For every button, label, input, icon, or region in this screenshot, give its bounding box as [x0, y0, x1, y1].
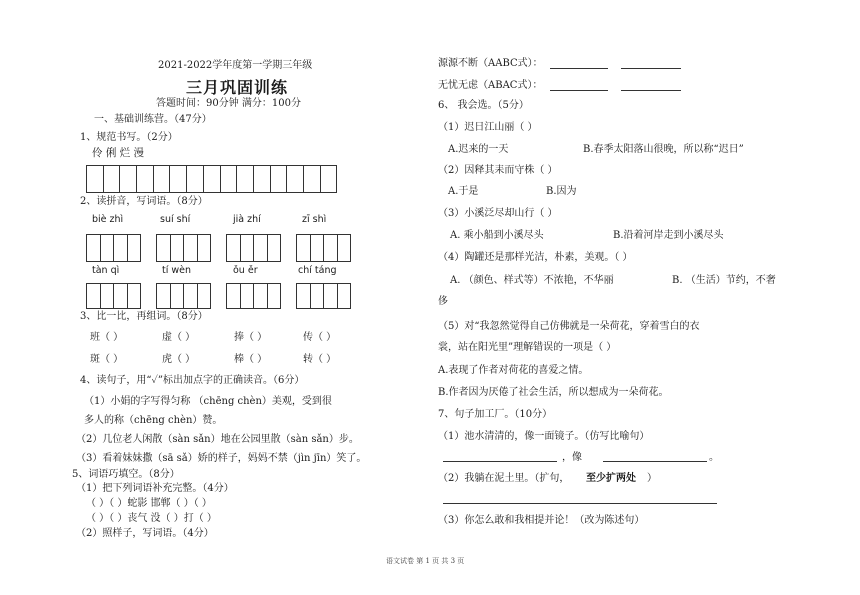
- question-6-5-cont: 裳，站在阳光里”理解错误的一项是（ ）: [438, 342, 617, 353]
- question-4: 4、读句子，用“✓”标出加点字的正确读音。（6分）: [80, 375, 305, 386]
- compare-word: 斑（ ）: [90, 354, 124, 365]
- answer-grid[interactable]: [156, 283, 211, 309]
- option-a: A.迟来的一天: [448, 144, 509, 155]
- writing-grid-q1[interactable]: [86, 165, 337, 193]
- compare-word: 捧（ ）: [234, 332, 268, 343]
- option-a: A.表现了作者对荷花的喜爱之情。: [438, 365, 589, 376]
- option-b: B.作者因为厌倦了社会生活，所以想成为一朵荷花。: [438, 387, 669, 398]
- answer-line[interactable]: [603, 461, 707, 462]
- question-6-3: （3）小溪泛尽却山行（ ）: [438, 208, 558, 219]
- answer-line[interactable]: [550, 90, 608, 91]
- question-3: 3、比一比，再组词。（8分）: [80, 311, 208, 322]
- page-title: 三月巩固训练: [186, 78, 289, 97]
- compare-word: 传（ ）: [303, 332, 337, 343]
- question-4-1: （1）小娟的字写得匀称 （chēng chèn）美观，受到很: [84, 396, 332, 407]
- pinyin-8: chí táng: [298, 265, 337, 276]
- pinyin-7: ǒu ěr: [233, 265, 258, 276]
- abac-label: 无忧无虑（ABAC式）：: [438, 80, 543, 91]
- answer-grid[interactable]: [296, 234, 351, 262]
- answer-grid[interactable]: [226, 234, 281, 262]
- answer-grid[interactable]: [86, 283, 141, 309]
- answer-line[interactable]: [443, 503, 717, 504]
- idiom-fill-row[interactable]: （ ）（ ）蛇影 邯郸（ ）（ ）: [86, 498, 212, 509]
- question-7: 7、句子加工厂。（10分）: [438, 409, 553, 420]
- option-a: A.于是: [448, 186, 479, 197]
- option-b: B.沿着河岸走到小溪尽头: [613, 230, 724, 241]
- pinyin-5: tàn qì: [92, 265, 120, 276]
- option-b: B.春季太阳落山很晚，所以称“迟日”: [583, 144, 744, 155]
- answer-line[interactable]: [621, 90, 681, 91]
- close-paren: ）: [647, 473, 657, 484]
- answer-line[interactable]: [550, 68, 608, 69]
- option-b: B.因为: [546, 186, 577, 197]
- copy-characters: 伶 俐 烂 漫: [92, 147, 145, 159]
- question-1: 1、规范书写。（2分）: [80, 132, 178, 143]
- answer-grid[interactable]: [156, 234, 211, 262]
- period-mark: 。: [709, 452, 719, 463]
- simile-connector: ，像: [562, 452, 582, 463]
- pinyin-2: suí shí: [160, 214, 191, 225]
- aabc-label: 源源不断（AABC式）：: [438, 58, 543, 69]
- compare-word: 转（ ）: [303, 354, 337, 365]
- page-footer: 语文试卷 第 1 页 共 3 页: [386, 557, 465, 565]
- year-title: 2021-2022学年度第一学期三年级: [158, 60, 313, 71]
- question-5: 5、词语巧填空。（8分）: [72, 469, 180, 480]
- pinyin-1: biè zhì: [92, 214, 124, 225]
- answer-grid[interactable]: [296, 283, 351, 309]
- pinyin-3: jià zhí: [233, 214, 261, 225]
- question-2: 2、读拼音，写词语。（8分）: [80, 196, 208, 207]
- idiom-fill-row[interactable]: （ ）（ ）丧气 没（ ）打（ ）: [86, 513, 217, 524]
- answer-line[interactable]: [621, 68, 681, 69]
- option-a: A. 乘小船到小溪尽头: [450, 230, 544, 241]
- question-6-1: （1）迟日江山丽（ ）: [438, 122, 538, 133]
- question-6-4: （4）陶罐还是那样光洁，朴素，美观。（ ）: [438, 252, 633, 263]
- question-7-2: （2）我躺在泥土里。（扩句，: [438, 473, 570, 484]
- question-7-3: （3）你怎么敢和我相提并论！（改为陈述句）: [438, 515, 645, 526]
- question-5-1: （1）把下列词语补充完整。（4分）: [76, 483, 234, 494]
- answer-line[interactable]: [443, 461, 557, 462]
- compare-word: 虎（ ）: [162, 354, 196, 365]
- question-6-2: （2）因释其耒而守株（ ）: [438, 165, 558, 176]
- compare-word: 棒（ ）: [234, 354, 268, 365]
- compare-word: 虚（ ）: [162, 332, 196, 343]
- answer-grid[interactable]: [86, 234, 141, 262]
- option-b-cont: 侈: [438, 296, 448, 307]
- answer-grid[interactable]: [226, 283, 281, 309]
- pinyin-6: tí wèn: [162, 265, 192, 276]
- emphasis-text: 至少扩两处: [586, 473, 636, 484]
- pinyin-4: zī shì: [302, 214, 327, 225]
- section-1-heading: 一、基础训练营。（47分）: [94, 114, 212, 125]
- question-6-5: （5）对“我忽然觉得自己仿佛就是一朵荷花，穿着雪白的衣: [438, 321, 700, 332]
- question-7-1: （1）池水清清的，像一面镜子。（仿写比喻句）: [438, 431, 650, 442]
- option-a: A. （颜色、样式等）不浓艳，不华丽: [450, 275, 614, 286]
- question-4-3: （3）看着妹妹撒（sā sǎ）娇的样子，妈妈不禁（jìn jīn）笑了。: [76, 453, 367, 464]
- question-4-2: （2）几位老人闲散（sàn sǎn）地在公园里散（sàn sǎn）步。: [76, 434, 359, 445]
- question-5-2: （2）照样子，写词语。（4分）: [76, 528, 214, 539]
- question-6: 6、 我会选。（5分）: [438, 100, 529, 111]
- exam-info: 答题时间：90分钟 满分：100分: [156, 98, 301, 109]
- question-4-1-cont: 多人的称（chēng chèn）赞。: [84, 415, 223, 426]
- option-b: B. （生活）节约，不奢: [672, 275, 776, 286]
- compare-word: 班（ ）: [90, 332, 124, 343]
